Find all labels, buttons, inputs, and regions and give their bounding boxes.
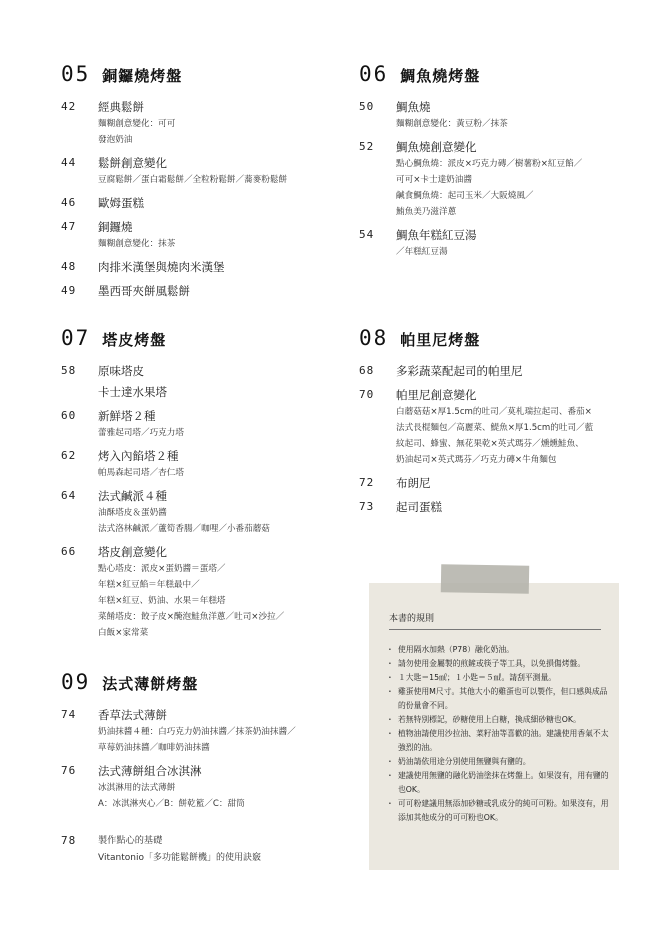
entry-subtitle: 白飯×家常菜 (98, 628, 149, 638)
page-number: 50 (359, 100, 375, 113)
entry-subtitle: 麵糊創意變化：黃豆粉／抹茶 (396, 119, 508, 129)
toc-entry[interactable] (359, 138, 649, 220)
toc-entry[interactable] (61, 706, 351, 756)
entry-title: 法式鹹派４種 (98, 489, 167, 503)
page-number: 44 (61, 156, 77, 169)
page-number: 68 (359, 364, 375, 377)
page-number: 70 (359, 388, 375, 401)
entry-subtitle: 可可×卡士達奶油醬 (396, 175, 472, 185)
entry-list (61, 98, 351, 306)
page-number: 74 (61, 708, 77, 721)
rule-item: ・ 雞蛋使用M尺寸。其他大小的雞蛋也可以製作，但口感與成品的份量會不同。 (391, 685, 613, 713)
rule-item: ・ 建議使用無鹽的融化奶油塗抹在烤盤上。如果沒有，用有鹽的也OK。 (391, 769, 613, 797)
entry-title: 鬆餅創意變化 (98, 156, 167, 170)
entry-subtitle: 冰淇淋用的法式薄餅 (98, 783, 176, 793)
section-title: 銅鑼燒烤盤 (102, 67, 183, 85)
toc-entry[interactable] (359, 474, 649, 492)
page-number: 60 (61, 409, 77, 422)
toc-entry-basics[interactable] (61, 832, 321, 872)
entry-title: 塔皮創意變化 (98, 545, 167, 559)
divider (389, 629, 601, 630)
section-06 (359, 62, 583, 257)
toc-entry[interactable] (61, 194, 351, 212)
entry-list (359, 362, 649, 522)
entry-title: 經典鬆餅 (98, 100, 144, 114)
entry-subtitle: 紋起司、蜂蜜、無花果乾×英式瑪芬／燻燻鮭魚、 (396, 439, 584, 449)
entry-subtitle: 年糕×紅豆餡＝年糕最中／ (98, 580, 200, 590)
entry-title: 銅鑼燒 (98, 220, 133, 234)
section-number: 08 (359, 326, 389, 350)
entry-list (61, 706, 351, 818)
section-heading (359, 62, 480, 86)
entry-title: 鯛魚燒 (396, 100, 431, 114)
entry-subtitle: 豆腐鬆餅／蛋白霜鬆餅／全粒粉鬆餅／蕎麥粉鬆餅 (98, 175, 288, 185)
entry-subtitle: 奶油抹醬４種：白巧克力奶油抹醬／抹茶奶油抹醬／ (98, 727, 296, 737)
entry-list (359, 98, 649, 266)
page-number: 58 (61, 364, 77, 377)
entry-title: 鯛魚燒創意變化 (396, 140, 477, 154)
entry-subtitle: 草莓奶油抹醬／咖啡奶油抹醬 (98, 743, 210, 753)
entry-title: 多彩蔬菜配起司的帕里尼 (396, 364, 523, 378)
toc-entry[interactable] (61, 487, 351, 537)
page-number: 46 (61, 196, 77, 209)
toc-entry[interactable] (61, 407, 351, 441)
entry-subtitle: 蕾雅起司塔／巧克力塔 (98, 428, 184, 438)
entry-subtitle: 法式洛林鹹派／蘆筍香腸／咖哩／小番茄蘑菇 (98, 524, 270, 534)
entry-subtitle: 年糕×紅豆、奶油、水果＝年糕塔 (98, 596, 226, 606)
toc-entry[interactable] (61, 282, 351, 300)
toc-entry[interactable] (61, 762, 351, 812)
toc-entry[interactable] (61, 832, 321, 866)
entry-subtitle: 奶油起司×英式瑪芬／巧克力磚×牛角麵包 (396, 455, 557, 465)
entry-list (61, 362, 351, 647)
toc-entry[interactable] (359, 226, 649, 260)
toc-entry[interactable] (359, 362, 649, 380)
rule-item: ・ 植物油請使用沙拉油、菜籽油等喜歡的油。建議使用香氣不太強烈的油。 (391, 727, 613, 755)
entry-title: 鯛魚年糕紅豆湯 (396, 228, 477, 242)
page-number: 48 (61, 260, 77, 273)
page-number: 72 (359, 476, 375, 489)
page-number: 66 (61, 545, 77, 558)
toc-entry[interactable] (61, 383, 351, 401)
entry-subtitle: Vitantonio「多功能鬆餅機」的使用訣竅 (98, 853, 261, 863)
section-title: 鯛魚燒烤盤 (400, 67, 481, 85)
section-number: 09 (61, 670, 91, 694)
page-number: 73 (359, 500, 375, 513)
rule-item: ・ 奶油請依用途分別使用無鹽與有鹽的。 (391, 755, 613, 769)
entry-subtitle: A：冰淇淋夾心／B：餅乾籃／C：甜筒 (98, 799, 245, 809)
rule-item: ・ 可可粉建議用無添加砂糖或乳成分的純可可粉。如果沒有，用添加其他成分的可可粉也OK。 (391, 797, 613, 825)
rule-item: ・ １大匙＝15㎖；１小匙＝５㎖。請刮平測量。 (391, 671, 613, 685)
entry-title: 原味塔皮 (98, 364, 144, 378)
entry-title: 製作點心的基礎 (98, 835, 163, 846)
masking-tape (441, 564, 529, 594)
entry-subtitle: 發泡奶油 (98, 135, 133, 145)
section-title: 帕里尼烤盤 (400, 331, 481, 349)
entry-title: 香草法式薄餅 (98, 708, 167, 722)
entry-subtitle: 點心塔皮：派皮×蛋奶醬＝蛋塔／ (98, 564, 226, 574)
page-number: 42 (61, 100, 77, 113)
entry-title: 肉排米漢堡與燒肉米漢堡 (98, 260, 225, 274)
section-heading (61, 326, 166, 350)
section-09 (61, 670, 296, 809)
entry-title: 布朗尼 (396, 476, 431, 490)
section-08 (359, 326, 594, 514)
entry-subtitle: ／年糕紅豆湯 (396, 247, 448, 257)
toc-entry[interactable] (61, 362, 351, 380)
section-number: 07 (61, 326, 91, 350)
entry-subtitle: 麵糊創意變化：抹茶 (98, 239, 176, 249)
entry-title: 烤入內餡塔２種 (98, 449, 179, 463)
section-title: 塔皮烤盤 (102, 331, 167, 349)
section-heading (61, 670, 198, 694)
entry-subtitle: 鮪魚美乃滋洋蔥 (396, 207, 457, 217)
toc-entry[interactable] (359, 98, 649, 132)
section-05 (61, 62, 288, 298)
entry-subtitle: 菜餚塔皮：餃子皮×醃泡鮭魚洋蔥／吐司×沙拉／ (98, 612, 285, 622)
toc-entry[interactable] (61, 154, 351, 188)
rules-title: 本書的規則 (389, 614, 435, 624)
toc-entry[interactable] (61, 258, 351, 276)
rules-list (391, 643, 613, 825)
entry-title: 帕里尼創意變化 (396, 388, 477, 402)
page-number: 52 (359, 140, 375, 153)
page-number: 76 (61, 764, 77, 777)
book-rules-card (369, 583, 619, 870)
entry-subtitle: 白蘑菇菇×厚1.5cm的吐司／莫札瑞拉起司、番茄× (396, 407, 592, 417)
toc-entry[interactable] (359, 386, 649, 468)
entry-title: 新鮮塔２種 (98, 409, 156, 423)
entry-subtitle: 帕馬森起司塔／杏仁塔 (98, 468, 184, 478)
toc-entry[interactable] (61, 543, 351, 641)
rule-item: ・ 若無特別標記，砂糖使用上白糖，換成細砂糖也OK。 (391, 713, 613, 727)
page-number: 49 (61, 284, 77, 297)
page-number: 54 (359, 228, 375, 241)
rule-item: ・ 使用隔水加熱（P78）融化奶油。 (391, 643, 613, 657)
page-number: 78 (61, 834, 77, 847)
entry-title: 起司蛋糕 (396, 500, 442, 514)
entry-title: 歐姆蛋糕 (98, 196, 144, 210)
toc-entry[interactable] (61, 98, 351, 148)
entry-title: 卡士達水果塔 (98, 385, 167, 399)
page-number: 47 (61, 220, 77, 233)
section-heading (61, 62, 182, 86)
entry-subtitle: 麵糊創意變化：可可 (98, 119, 176, 129)
entry-subtitle: 鹹食鯛魚燒：起司玉米／大阪燒風／ (396, 191, 534, 201)
toc-entry[interactable] (359, 498, 649, 516)
toc-entry[interactable] (61, 218, 351, 252)
section-heading (359, 326, 480, 350)
section-title: 法式薄餅烤盤 (102, 675, 199, 693)
section-number: 06 (359, 62, 389, 86)
page-number: 62 (61, 449, 77, 462)
entry-subtitle: 油酥塔皮＆蛋奶醬 (98, 508, 167, 518)
section-07 (61, 326, 285, 638)
entry-title: 法式薄餅組合冰淇淋 (98, 764, 202, 778)
toc-entry[interactable] (61, 447, 351, 481)
section-number: 05 (61, 62, 91, 86)
rule-item: ・ 請勿使用金屬製的煎鏟或筷子等工具，以免損傷烤盤。 (391, 657, 613, 671)
entry-subtitle: 點心鯛魚燒：派皮×巧克力磚／樹薯粉×紅豆餡／ (396, 159, 583, 169)
entry-title: 墨西哥夾餅風鬆餅 (98, 284, 190, 298)
entry-subtitle: 法式長棍麵包／高麗菜、鯷魚×厚1.5cm的吐司／藍 (396, 423, 594, 433)
page-number: 64 (61, 489, 77, 502)
